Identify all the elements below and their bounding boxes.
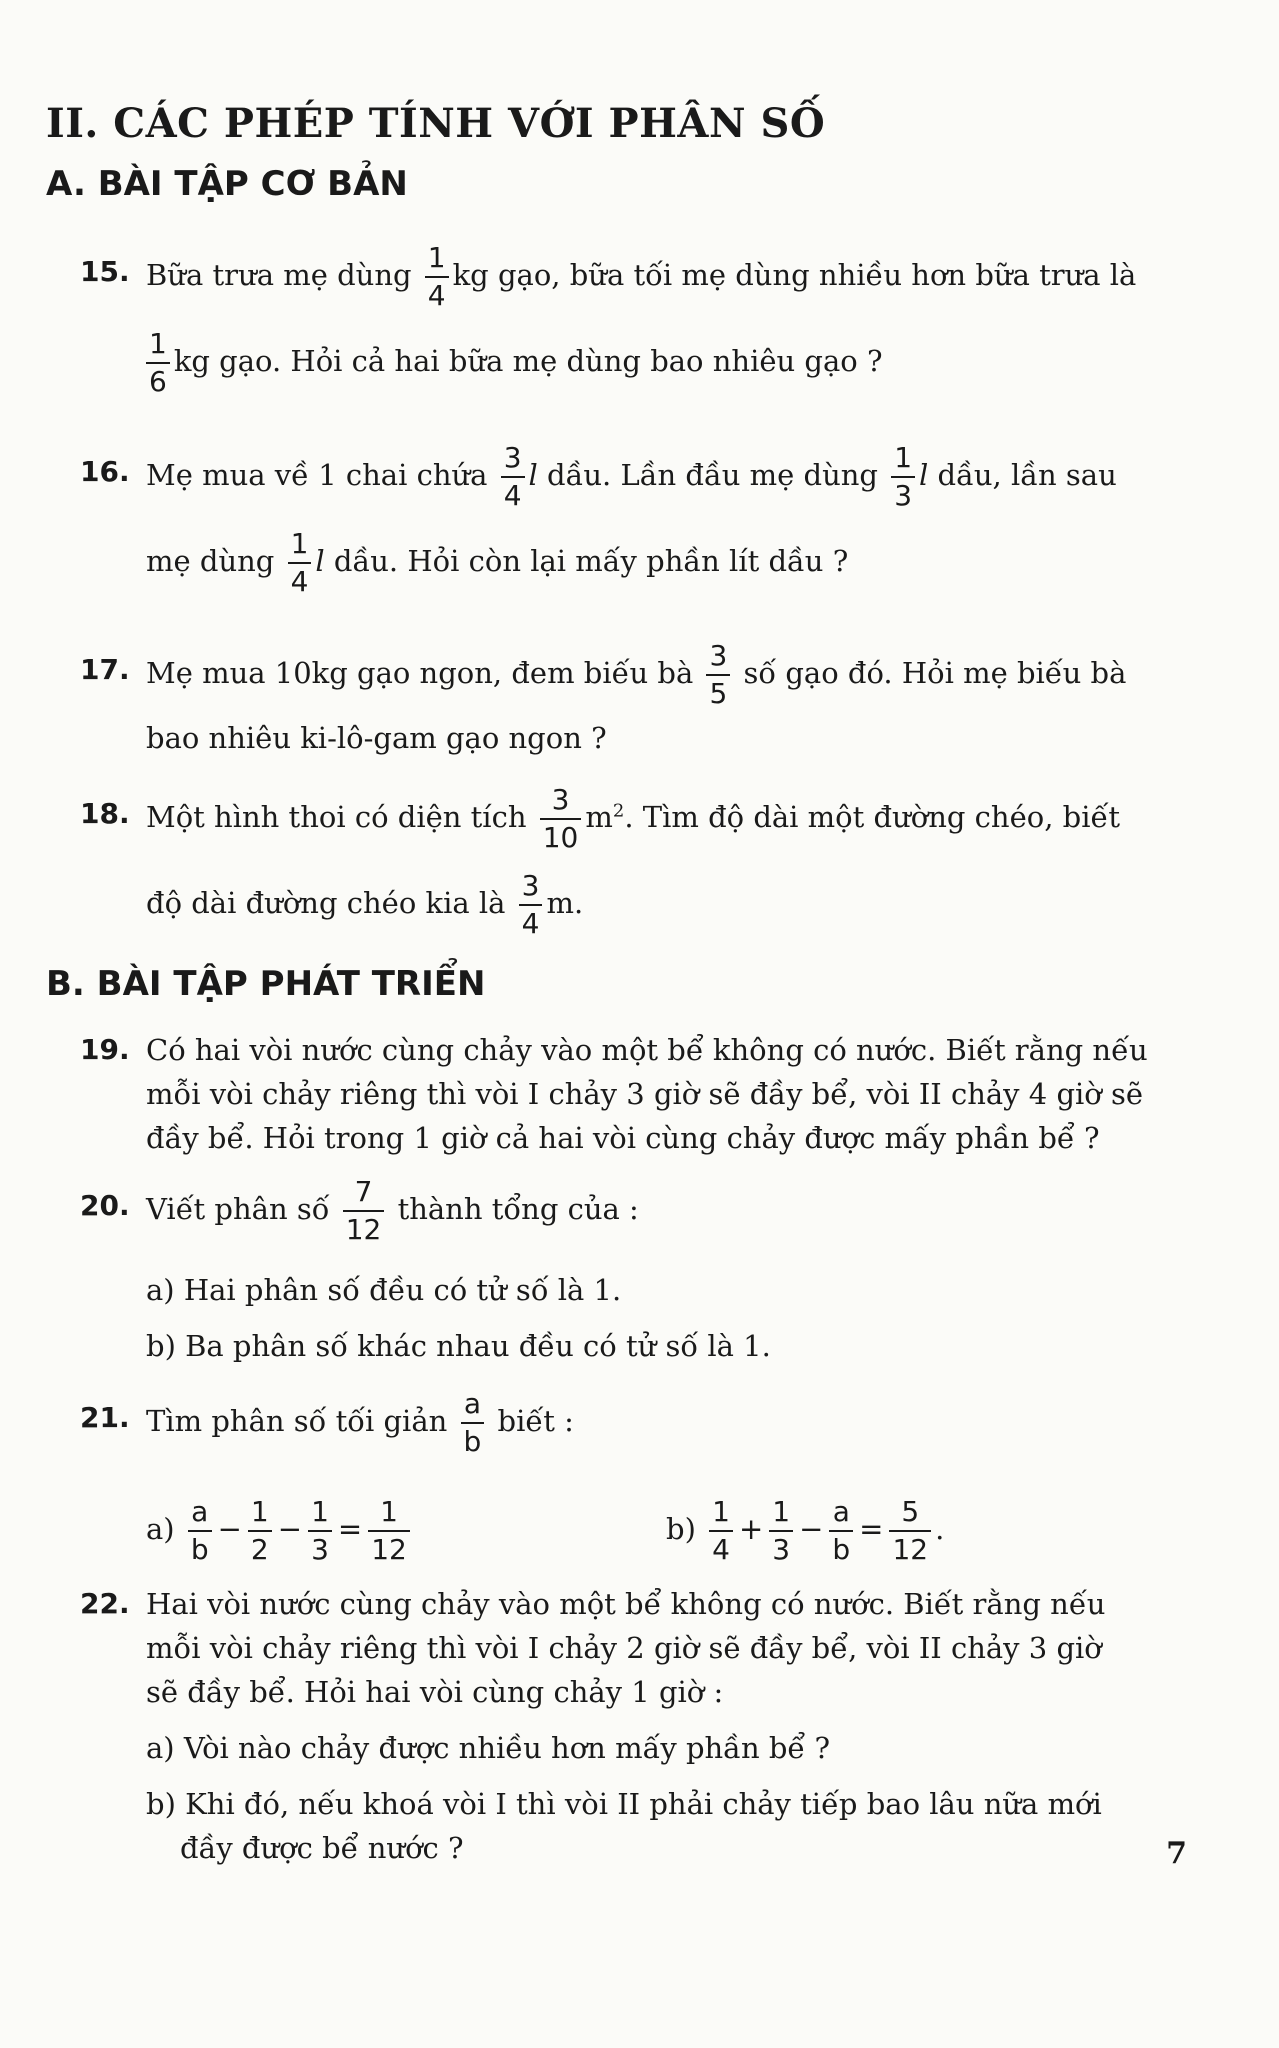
problem-text: bao nhiêu ki-lô-gam gạo ngon ? <box>146 721 607 755</box>
problem-number: 19. <box>80 1033 130 1066</box>
subquestion-a: a) Hai phân số đều có tử số là 1. <box>146 1273 622 1307</box>
problem-text: kg gạo, bữa tối mẹ dùng nhiều hơn bữa trưa là <box>452 258 1137 292</box>
problem-text: dầu. Hỏi còn lại mấy phần lít dầu ? <box>333 544 849 578</box>
fraction: $\frac{3}{4}$ <box>519 870 543 940</box>
problem-number: 21. <box>80 1401 130 1434</box>
fraction: $\frac{5}{12}$ <box>889 1496 931 1566</box>
problem-text: sẽ đầy bể. Hỏi hai vòi cùng chảy 1 giờ : <box>146 1675 724 1709</box>
fraction: $\frac{1}{3}$ <box>769 1496 793 1566</box>
operator: + <box>738 1512 764 1546</box>
problem-text: số gạo đó. Hỏi mẹ biếu bà <box>743 656 1127 690</box>
section-title: II. CÁC PHÉP TÍNH VỚI PHÂN SỐ <box>46 100 826 147</box>
subquestion-a: a) Vòi nào chảy được nhiều hơn mấy phần bể ? <box>146 1731 831 1765</box>
problem-text: Tìm phân số tối giản <box>146 1404 448 1438</box>
problem-text: mỗi vòi chảy riêng thì vòi I chảy 3 giờ sẽ đầy bể, vòi II chảy 4 giờ sẽ <box>146 1077 1144 1111</box>
problem-number: 20. <box>80 1189 130 1222</box>
problem-text: Có hai vòi nước cùng chảy vào một bể không có nước. Biết rằng nếu <box>146 1033 1148 1067</box>
problem-number: 16. <box>80 455 130 488</box>
fraction: $\frac{1}{3}$ <box>891 442 915 512</box>
problem-text: Viết phân số <box>146 1192 330 1226</box>
subquestion-b: b) Khi đó, nếu khoá vòi I thì vòi II phải chảy tiếp bao lâu nữa mới <box>146 1787 1102 1821</box>
fraction: $\frac{1}{4}$ <box>288 528 312 598</box>
problem-text: mẹ dùng <box>146 544 275 578</box>
operator: − <box>277 1512 303 1546</box>
fraction: $\frac{3}{4}$ <box>501 442 525 512</box>
textbook-page: II. CÁC PHÉP TÍNH VỚI PHÂN SỐ A. BÀI TẬP CƠ BẢN 15. Bữa trưa mẹ dùng $\frac{1}{4}$ kg gạo, bữa tối mẹ dùng nhiều hơn bữa trưa là $\frac{1}{6}$ kg gạo. Hỏi cả hai bữa mẹ dùng bao nhiêu gạo ? 16. Mẹ mua về 1 chai chứa $\frac{3}{4}$ l dầu. Lần đầu mẹ dùng $\frac{1}{3}$ l dầu, lần sau mẹ dùng $\frac{1}{4}$ l dầu. Hỏi còn lại mấy phần lít dầu ? 17. Mẹ mua 10kg gạo ngon, đem biếu bà $\frac{3}{5}$ số gạo đó. Hỏi mẹ biếu bà bao nhiêu ki-lô-gam gạo ngon ? 18. Một hình thoi có diện tích $\frac{3}{10}$ $m^2$. Tìm độ dài một đường chéo, biết độ dài đường chéo kia là $\frac{3}{4}$ m. B. BÀI TẬP PHÁT TRIỂN 19. Có hai vòi nước cùng chảy vào một bể không có nước. Biết rằng nếu mỗi vòi chảy riêng thì vòi I chảy 3 giờ sẽ đầy bể, vòi II chảy 4 giờ sẽ đầy bể. Hỏi trong 1 giờ cả hai vòi cùng chảy được mấy phần bể ? 20. Viết phân số $\frac{7}{12}$ thành tổng của : a) Hai phân số đều có tử số là 1. b) Ba phân số khác nhau đều có tử số là 1. 21. Tìm phân số tối giản $\frac{a}{b}$ biết : a) $\frac{a}{b}$ − $\frac{1}{2}$ − $\frac{1}{3}$ = $\frac{1}{12}$ b) $\frac{1}{4}$ + $\frac{1}{3}$ − $\frac{a}{b}$ = $\frac{5}{12}$ . 22. Hai vòi nước cùng chảy vào một bể không có nước. Biết rằng nếu mỗi vòi chảy riêng thì vòi I chảy 2 giờ sẽ đầy bể, vòi II chảy 3 giờ sẽ đầy bể. Hỏi hai vòi cùng chảy 1 giờ : a) Vòi nào chảy được nhiều hơn mấy phần bể ? b) Khi đó, nếu khoá vòi I thì vòi II phải chảy tiếp bao lâu nữa mới đầy được bể nước ? 7 <box>46 100 1187 1871</box>
fraction: $\frac{1}{12}$ <box>368 1496 410 1566</box>
fraction: $\frac{a}{b}$ <box>188 1496 212 1566</box>
fraction: $\frac{3}{5}$ <box>706 640 730 710</box>
problem-text: . Tìm độ dài một đường chéo, biết <box>624 800 1120 834</box>
problem-number: 22. <box>80 1587 130 1620</box>
problem-text: dầu. Lần đầu mẹ dùng <box>547 458 878 492</box>
page-number: 7 <box>1166 1836 1187 1871</box>
problem-text: biết : <box>497 1404 574 1438</box>
problem-text: Mẹ mua 10kg gạo ngon, đem biếu bà <box>146 656 694 690</box>
operator: − <box>799 1512 824 1546</box>
problem-text: Hai vòi nước cùng chảy vào một bể không có nước. Biết rằng nếu <box>146 1587 1106 1621</box>
equation-a: a) $\frac{a}{b}$ − $\frac{1}{2}$ − $\frac{1}{3}$ = $\frac{1}{12}$ <box>146 1496 414 1566</box>
operator: = <box>337 1512 363 1546</box>
fraction: $\frac{1}{3}$ <box>308 1496 332 1566</box>
fraction: $\frac{1}{4}$ <box>709 1496 733 1566</box>
problem-number: 15. <box>80 255 130 288</box>
problem-text: Mẹ mua về 1 chai chứa <box>146 458 488 492</box>
fraction: $\frac{7}{12}$ <box>343 1176 385 1246</box>
problem-text: mỗi vòi chảy riêng thì vòi I chảy 2 giờ sẽ đầy bể, vòi II chảy 3 giờ <box>146 1631 1102 1665</box>
fraction: $\frac{1}{4}$ <box>425 242 449 312</box>
problem-text: Một hình thoi có diện tích <box>146 800 527 834</box>
problem-text: độ dài đường chéo kia là <box>146 886 506 920</box>
fraction: $\frac{a}{b}$ <box>461 1388 485 1458</box>
fraction: $\frac{1}{2}$ <box>248 1496 272 1566</box>
fraction: $\frac{1}{6}$ <box>146 328 170 398</box>
problem-text: dầu, lần sau <box>937 458 1117 492</box>
problem-text: thành tổng của : <box>397 1192 639 1226</box>
subquestion-b-continued: đầy được bể nước ? <box>180 1831 464 1865</box>
fraction: $\frac{a}{b}$ <box>829 1496 853 1566</box>
problem-text: kg gạo. Hỏi cả hai bữa mẹ dùng bao nhiêu gạo ? <box>173 344 883 378</box>
problem-text: Bữa trưa mẹ dùng <box>146 258 412 292</box>
part-b-heading: B. BÀI TẬP PHÁT TRIỂN <box>46 964 486 1004</box>
problem-number: 17. <box>80 653 130 686</box>
problem-number: 18. <box>80 797 130 830</box>
operator: = <box>859 1512 884 1546</box>
fraction: $\frac{3}{10}$ <box>540 784 582 854</box>
equation-b: b) $\frac{1}{4}$ + $\frac{1}{3}$ − $\frac{a}{b}$ = $\frac{5}{12}$ . <box>666 1495 945 1566</box>
subquestion-b: b) Ba phân số khác nhau đều có tử số là 1. <box>146 1329 771 1363</box>
operator: − <box>217 1512 242 1546</box>
part-a-heading: A. BÀI TẬP CƠ BẢN <box>46 164 408 204</box>
problem-text: đầy bể. Hỏi trong 1 giờ cả hai vòi cùng chảy được mấy phần bể ? <box>146 1121 1100 1155</box>
